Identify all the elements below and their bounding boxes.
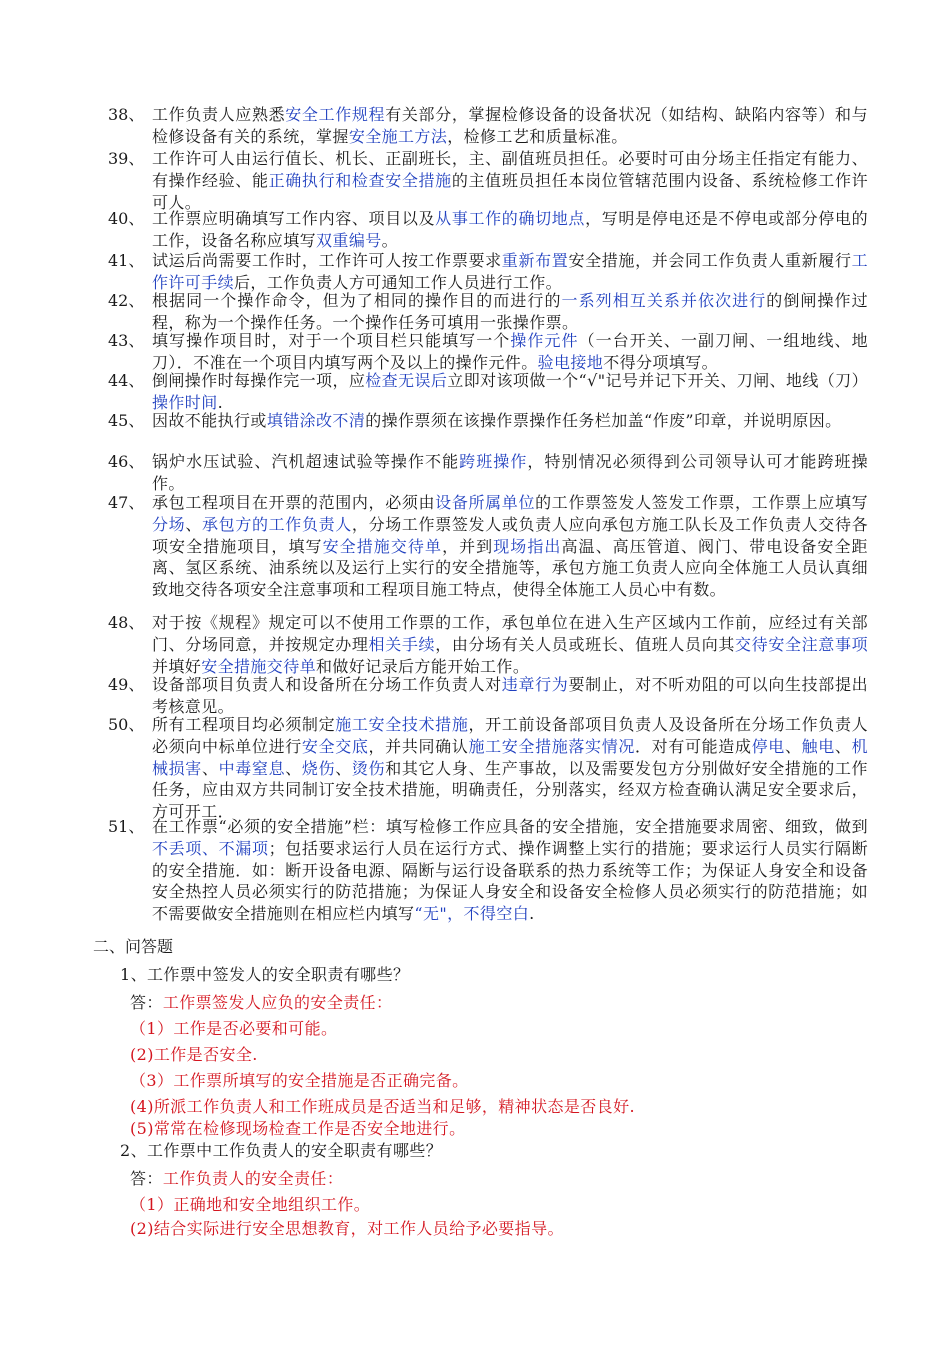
item-text	[152, 250, 868, 294]
text-run: 设备部项目负责人和设备所在分场工作负责人对	[152, 675, 502, 694]
text-run: .	[217, 392, 224, 412]
highlighted-term: 违章行为	[501, 675, 569, 694]
answer-heading: 工作票签发人应负的安全责任：	[162, 993, 393, 1012]
section-heading: 二、问答题	[93, 937, 174, 956]
item-number: 48、	[108, 613, 145, 632]
list-item-43	[108, 330, 868, 374]
highlighted-term: 机械损害	[152, 736, 868, 778]
list-item-41	[108, 250, 868, 294]
highlighted-term: 双重编号	[316, 230, 382, 250]
item-text	[152, 714, 868, 823]
highlighted-term: 安全工作规程	[285, 105, 386, 124]
highlighted-term: 设备所属单位	[435, 493, 536, 512]
list-item-38	[108, 104, 868, 148]
list-item-40	[108, 208, 868, 252]
highlighted-term: 重新布置	[501, 251, 569, 270]
item-number: 49、	[108, 675, 145, 694]
list-item-51	[108, 816, 868, 925]
text-run: 所有工程项目均必须制定	[152, 715, 336, 734]
item-number: 38、	[108, 105, 145, 124]
text-run: ，检修工艺和质量标准。	[447, 126, 628, 146]
text-run: 立即对该项做一个“√"记号并记下开关、刀闸、地线（刀）	[447, 371, 868, 390]
highlighted-term: 跨班操作	[459, 452, 528, 471]
text-run: 根据同一个操作命令，但为了相同的操作目的而进行的	[152, 291, 562, 310]
list-item-39	[108, 148, 868, 213]
text-run: 承包工程项目在开票的范围内，必须由	[152, 493, 436, 512]
text-run: 对于按《规程》规定可以不使用工作票的工作，承包单位在进入生产区域内工作前，应经过有关部门、分场同意，并按规定办理	[152, 613, 868, 654]
text-run: ，开工前设备部项目负责人及设备所在分场工作负责人必须向中标单位进行	[152, 715, 869, 756]
text-run: 工作许可人由运行值长、机长、正副班长，主、副值班员担任。必要时可由分场主任指定有能力、有操作经验、能	[152, 149, 868, 190]
text-run: 高温、高压管道、阀门、带电设备安全距离、氢区系统、油系统以及运行上实行的安全措施等，承包方施工负责人应向全体施工人员认真细致地交待各项安全注意事项和工程项目施工特点，使得全体施工人员心中有数。	[152, 536, 868, 600]
text-run: 、	[201, 758, 219, 778]
text-run: .	[529, 904, 535, 924]
text-run: 工作负责人应熟悉	[152, 105, 286, 124]
item-number: 39、	[108, 149, 145, 168]
item-text	[152, 208, 868, 252]
highlighted-term: 操作时间	[152, 392, 218, 412]
answer-1-line-2: (2)工作是否安全.	[130, 1045, 258, 1064]
text-run: 、	[335, 758, 352, 778]
highlighted-term: 分场	[152, 514, 186, 534]
text-run: 、	[834, 736, 852, 756]
text-run: 不得分项填写。	[603, 352, 719, 372]
list-item-42	[108, 290, 868, 334]
highlighted-term: 不丢项、不漏项	[152, 838, 269, 858]
text-run: 和其它人身、生产事故，以及需要发包方分别做好安全措施的工作任务，应由双方共同制订安全技术措施，明确责任，分别落实，经双方检查确认满足安全要求后，方可开工．	[152, 758, 868, 822]
text-run: 安全措施，并会同工作负责人重新履行	[568, 251, 852, 270]
question-1: 1、工作票中签发人的安全职责有哪些？	[120, 965, 410, 984]
item-number: 45、	[108, 411, 145, 430]
highlighted-term: 检查无误后	[365, 371, 448, 390]
text-run: 的操作票须在该操作票操作任务栏加盖“作废”印章，并说明原因。	[365, 411, 842, 430]
highlighted-term: 中毒窒息	[218, 758, 286, 778]
list-item-50	[108, 714, 868, 823]
text-run: 和做好记录后方能开始工作。	[316, 656, 530, 676]
item-text	[152, 612, 868, 677]
item-number: 46、	[108, 452, 145, 471]
text-run: ，特别情况必须得到公司领导认可才能跨班操作。	[152, 452, 868, 493]
highlighted-term: 触电	[801, 736, 835, 756]
text-run: ，并到	[442, 536, 494, 556]
text-run: 工作票应明确填写工作内容、项目以及	[152, 209, 436, 228]
answer-1-line-3: （3）工作票所填写的安全措施是否正确完备。	[130, 1071, 469, 1090]
text-run: 、	[285, 758, 302, 778]
item-text	[152, 290, 868, 334]
text-run: 后，工作负责人方可通知工作人员进行工作。	[234, 272, 563, 292]
text-run: 。	[381, 230, 399, 250]
list-item-49	[108, 674, 868, 718]
text-run: 因故不能执行或	[152, 411, 267, 430]
text-run: 、	[784, 736, 802, 756]
text-run: 、	[185, 514, 202, 534]
item-text	[152, 816, 868, 925]
item-number: 42、	[108, 291, 145, 310]
highlighted-term: 安全施工方法	[348, 126, 448, 146]
highlighted-term: 施工安全技术措施	[335, 715, 469, 734]
highlighted-term: 承包方的工作负责人	[202, 514, 352, 534]
highlighted-term: 现场指出	[493, 536, 562, 556]
highlighted-term: 操作元件	[510, 331, 579, 350]
text-run: ，并共同确认	[368, 736, 469, 756]
text-run: 的倒闸操作过程，称为一个操作任务。一个操作任务可填用一张操作票。	[152, 291, 868, 332]
text-run: ．对有可能造成	[635, 736, 752, 756]
highlighted-term: 工作许可手续	[152, 251, 869, 292]
item-number: 44、	[108, 371, 145, 390]
highlighted-term: 从事工作的确切地点	[435, 209, 586, 228]
highlighted-term: 烧伤	[301, 758, 336, 778]
item-number: 41、	[108, 251, 145, 270]
list-item-48	[108, 612, 868, 677]
highlighted-term: 交待安全注意事项	[735, 634, 869, 654]
item-text	[152, 451, 868, 495]
highlighted-term: 正确执行和检查安全措施	[268, 170, 452, 190]
answer-2-head	[130, 1168, 343, 1190]
text-run: 在工作票“必须的安全措施”栏：填写检修工作应具备的安全措施，安全措施要求周密、细致，做到	[152, 817, 868, 836]
item-number: 50、	[108, 715, 145, 734]
item-text	[152, 330, 868, 374]
answer-1-line-1: （1）工作是否必要和可能。	[130, 1019, 338, 1038]
text-run: 锅炉水压试验、汽机超速试验等操作不能	[152, 452, 460, 471]
highlighted-term: 施工安全措施落实情况	[468, 736, 636, 756]
list-item-45	[108, 410, 868, 432]
text-run: 并填好	[152, 656, 202, 676]
highlighted-term: 相关手续	[368, 634, 436, 654]
text-run: 填写操作项目时，对于一个项目栏只能填写一个	[152, 331, 511, 350]
item-number: 51、	[108, 817, 145, 836]
highlighted-term: 安全措施交待单	[322, 536, 443, 556]
text-run: 的主值班员担任本岗位管辖范围内设备、系统检修工作许可人。	[152, 170, 868, 212]
item-text	[152, 674, 868, 718]
answer-2-line-1: （1）正确地和安全地组织工作。	[130, 1195, 371, 1214]
highlighted-term: 安全措施交待单	[201, 656, 317, 676]
highlighted-term: 一系列相互关系并依次进行	[561, 291, 767, 310]
text-run: 倒闸操作时每操作完一项，应	[152, 371, 366, 390]
text-run: 的工作票签发人签发工作票，工作票上应填写	[535, 493, 868, 512]
answer-1-line-5: (5)常常在检修现场检查工作是否安全地进行。	[130, 1119, 466, 1138]
highlighted-term: 填错涂改不清	[266, 411, 366, 430]
text-run: ；包括要求运行人员在运行方式、操作调整上实行的措施；要求运行人员实行隔断的安全措施．如：断开设备电源、隔断与运行设备联系的热力系统等工作；为保证人身安全和设备安全热控人员必须实行的防范措施；为保证人身安全和设备安全检修人员必须实行的防范措施；如不需要做安全措施则在相应栏内填写	[152, 838, 868, 924]
highlighted-term: 验电接地	[537, 352, 604, 372]
highlighted-term: 停电	[751, 736, 785, 756]
list-item-46	[108, 451, 868, 495]
text-run: 试运后尚需要工作时，工作许可人按工作票要求	[152, 251, 502, 270]
text-run: 有关部分，掌握检修设备的设备状况（如结构、缺陷内容等）和与检修设备有关的系统，掌握	[152, 105, 869, 146]
item-text	[152, 104, 868, 148]
item-number: 43、	[108, 331, 145, 350]
highlighted-term: “无"，不得空白	[414, 904, 530, 924]
item-text	[152, 492, 868, 601]
item-text	[152, 148, 868, 213]
text-run: ，分场工作票签发人或负责人应向承包方施工队长及工作负责人交待各项安全措施项目，填写	[152, 514, 869, 556]
list-item-47	[108, 492, 868, 601]
answer-2-line-2: (2)结合实际进行安全思想教育，对工作人员给予必要指导。	[130, 1219, 564, 1238]
answer-prefix: 答：	[130, 993, 163, 1012]
highlighted-term: 安全交底	[301, 736, 369, 756]
text-run: 要制止，对不听劝阻的可以向生技部提出考核意见。	[152, 675, 869, 716]
answer-heading: 工作负责人的安全责任：	[162, 1169, 344, 1188]
item-text	[152, 410, 868, 432]
answer-1-head	[130, 992, 392, 1014]
item-text	[152, 370, 868, 414]
answer-1-line-4: (4)所派工作负责人和工作班成员是否适当和足够，精神状态是否良好.	[130, 1097, 635, 1116]
item-number: 40、	[108, 209, 145, 228]
text-run: ，由分场有关人员或班长、值班人员向其	[435, 634, 736, 654]
text-run: （一台开关、一副刀闸、一组地线、地刀）．不准在一个项目内填写两个及以上的操作元件。	[152, 331, 868, 372]
highlighted-term: 烫伤	[351, 758, 386, 778]
item-number: 47、	[108, 493, 145, 512]
list-item-44	[108, 370, 868, 414]
answer-prefix: 答：	[130, 1169, 163, 1188]
text-run: ，写明是停电还是不停电或部分停电的工作，设备名称应填写	[152, 209, 868, 250]
question-2: 2、工作票中工作负责人的安全职责有哪些？	[120, 1141, 443, 1160]
